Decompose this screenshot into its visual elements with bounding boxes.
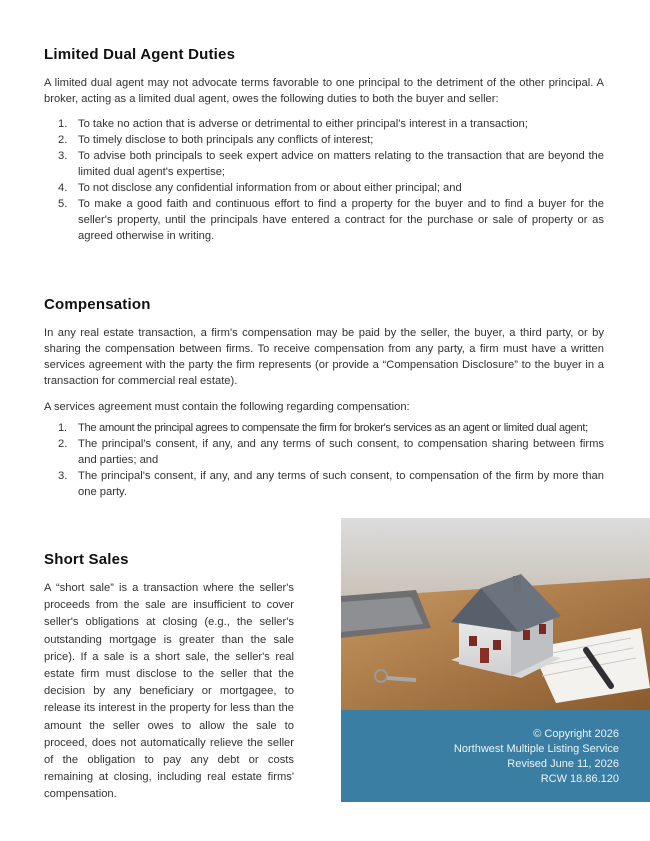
short-sales-section [44,551,294,804]
copyright-text: © Copyright 2026 [533,728,619,740]
section-heading: Compensation [44,296,151,313]
short-sales-body: A “short sale” is a transaction where the seller's proceeds from the sale are insufficient to cover seller's obligations at closing (e.g., the seller's outstanding mortgage is greater than the sale price). If a sale is a short sale, the seller's real estate firm must disclose to the seller that the decision by any beneficiary or mortgagee, to release its interest in the property for less than the amount the seller owes to allow the sale to proceed, does not automatically relieve the seller of the obligation to pay any debt or costs remaining at closing, including real estate firms' compensation. [44,582,294,801]
list-item: 2. The principal's consent, if any, and any terms of such consent, to compensation sharing between firms and parties; and [58,438,604,466]
section-heading: Short Sales [44,551,129,568]
compensation-list [44,420,604,500]
list-item: 3. To advise both principals to seek expert advice on matters relating to the transaction that are beyond the limited dual agent's expertise; [58,150,604,178]
list-item: 3. The principal's consent, if any, and any terms of such consent, to compensation of the firm by more than one party. [58,470,604,498]
compensation-paragraph: In any real estate transaction, a firm's compensation may be paid by the seller, the buyer, a third party, or by sharing the compensation between firms. To receive compensation from any party, a firm must have a written services agreement with the party the firm represents (or provide a “Compensation Disclosure” to the buyer in a transaction for commercial real estate). [44,327,604,387]
compensation-section [44,296,604,500]
compensation-paragraph: A services agreement must contain the following regarding compensation: [44,401,410,413]
copyright-box [341,710,650,802]
house-photo [341,518,650,710]
revised-date: Revised June 11, 2026 [507,758,619,770]
list-item: 1. To take no action that is adverse or detrimental to either principal's interest in a transaction; [58,118,528,130]
duties-list [44,116,604,244]
list-item: 4. To not disclose any confidential information from or about either principal; and [58,182,462,194]
section-intro: A limited dual agent may not advocate terms favorable to one principal to the detriment of the other principal. A broker, acting as a limited dual agent, owes the following duties to both the buyer and seller: [44,77,604,105]
list-item: 2. To timely disclose to both principals any conflicts of interest; [58,134,374,146]
list-item: 5. To make a good faith and continuous effort to find a property for the buyer and to find a buyer for the seller's property, until the principals have entered a contract for the purchase or sale of property or as agreed otherwise in writing. [58,198,604,242]
section-heading: Limited Dual Agent Duties [44,46,236,63]
house-illustration [341,518,650,710]
organization-name: Northwest Multiple Listing Service [453,743,619,755]
list-item: 1. The amount the principal agrees to compensate the firm for broker's services as an agent or limited dual agent; [58,422,588,434]
rcw-reference: RCW 18.86.120 [540,773,619,785]
limited-dual-agent-section [44,46,604,244]
